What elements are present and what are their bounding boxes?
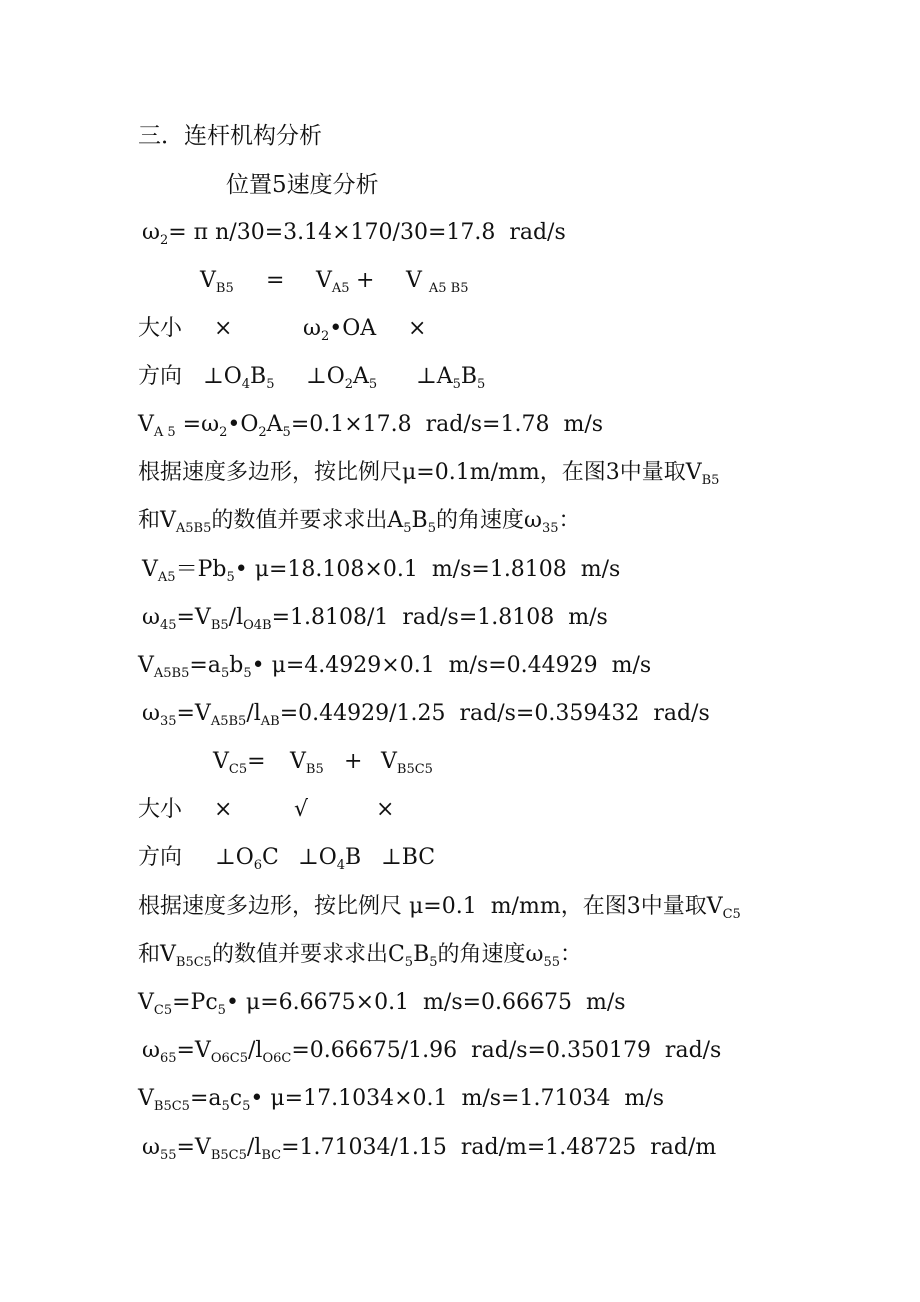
cross-mark: × — [408, 316, 427, 341]
text-run: ： — [560, 942, 583, 967]
subscript: B5 — [701, 473, 720, 488]
text-run: ω — [142, 1135, 160, 1160]
subscript: 5 — [452, 377, 461, 392]
term-vc5: $V_{C5}=$ — [213, 749, 266, 777]
text-run: • μ=4.4929×0.1 m/s=0.44929 m/s — [251, 653, 652, 678]
text-run: 和V — [138, 508, 176, 533]
paragraph-1-line-2 — [138, 506, 581, 536]
text-run: =1.8108/1 rad/s=1.8108 m/s — [271, 605, 608, 630]
subscript: 65 — [159, 1051, 177, 1066]
text-run: V — [138, 653, 154, 678]
text-run: ⊥O — [306, 364, 345, 389]
cross-mark: × — [214, 797, 233, 822]
text-run: V — [142, 557, 158, 582]
subscript: 5 — [220, 666, 230, 681]
subscript: AB — [260, 714, 280, 729]
subscript: 4 — [241, 377, 251, 392]
text-run: • μ=18.108×0.1 m/s=1.8108 m/s — [234, 557, 621, 582]
magnitude-row-1 — [0, 314, 920, 344]
term-vb5: $V_{B5}$ — [290, 749, 324, 777]
subscript: A5B5 — [153, 666, 190, 681]
text-run: =ω — [175, 412, 220, 437]
text-run: B — [460, 364, 478, 389]
text-run: =a — [189, 653, 221, 678]
text-run: =0.66675/1.96 rad/s=0.350179 rad/s — [291, 1038, 722, 1063]
text-run: ⊥BC — [381, 845, 436, 870]
magnitude-row-2 — [0, 795, 920, 825]
text-run: V — [138, 412, 154, 437]
section-title: 三．连杆机构分析 — [138, 123, 322, 149]
text-run: • μ=17.1034×0.1 m/s=1.71034 m/s — [250, 1086, 664, 1111]
subscript: 5 — [282, 425, 291, 440]
text-run: =Pc — [172, 990, 218, 1015]
text-run: ＝Pb — [175, 557, 227, 582]
subscript: 35 — [541, 521, 559, 536]
subscript: 5 — [226, 570, 235, 585]
formula-text: = π n/30=3.14×170/30=17.8 rad/s — [168, 220, 566, 245]
direction-o6c — [215, 843, 279, 873]
term-vb5: $V_{B5}$ — [200, 268, 234, 296]
subscript: B5 — [210, 618, 229, 633]
text-run: 根据速度多边形，按比例尺 μ=0.1 m/mm，在图3中量取V — [138, 894, 723, 919]
text-run: A — [353, 364, 369, 389]
text-run: ω — [142, 1038, 160, 1063]
direction-label: 方向 — [138, 364, 183, 389]
direction-o4b — [298, 843, 361, 873]
text-run: /l — [247, 1038, 263, 1063]
subscript: C5 — [153, 1003, 173, 1018]
subscript: 4 — [336, 858, 346, 873]
text-run: ⊥O — [298, 845, 337, 870]
text-run: B — [413, 942, 430, 967]
magnitude-omega2-oa: $\omega_2•OA$ — [303, 316, 377, 344]
term-va5b5: V $_{A5 B5}$ — [406, 268, 469, 296]
cross-mark: × — [214, 316, 233, 341]
text-run: =V — [176, 605, 211, 630]
subscript: 55 — [159, 1148, 177, 1163]
plus-sign: + — [344, 749, 363, 774]
text-run: B — [345, 845, 362, 870]
subscript: 55 — [543, 955, 561, 970]
plus-sign: + — [356, 268, 375, 293]
text-run: =a — [189, 1086, 222, 1111]
vector-equation-1 — [0, 266, 920, 296]
magnitude-label: 大小 — [138, 797, 183, 822]
text-run: C — [262, 845, 279, 870]
direction-row-1 — [0, 362, 920, 392]
text-run: V — [138, 990, 154, 1015]
direction-a5b5 — [416, 362, 485, 392]
text-run: ⊥O — [203, 364, 242, 389]
text-run: =0.1×17.8 rad/s=1.78 m/s — [290, 412, 604, 437]
subscript: A5 — [157, 570, 176, 585]
text-run: 的数值并要求求出C — [211, 942, 405, 967]
text-run: ⊥A — [416, 364, 453, 389]
subscript: 6 — [253, 858, 263, 873]
subscript: B5C5 — [153, 1099, 190, 1114]
subscript: 5 — [368, 377, 378, 392]
direction-row-2 — [0, 843, 920, 873]
subscript: C5 — [722, 907, 741, 922]
term-vb5c5: $V_{B5C5}$ — [381, 749, 433, 777]
subscript: B5C5 — [210, 1148, 247, 1163]
omega-symbol: ω — [142, 220, 160, 245]
text-run: •O — [227, 412, 259, 437]
calc-omega35 — [142, 699, 710, 729]
text-run: ： — [558, 508, 581, 533]
subscript: O6C5 — [210, 1051, 248, 1066]
subscript: A 5 — [153, 425, 176, 440]
subscript: 2 — [258, 425, 267, 440]
subscript: 2 — [159, 233, 169, 248]
text-run: /l — [246, 701, 261, 726]
text-run: ⊥O — [215, 845, 254, 870]
subscript: O4B — [243, 618, 272, 633]
text-run: b — [229, 653, 244, 678]
subscript: 5 — [243, 666, 252, 681]
calc-vb5c5 — [138, 1084, 664, 1114]
subsection-title: 位置5速度分析 — [226, 172, 379, 198]
text-run: V — [138, 1086, 154, 1111]
calc-va5 — [142, 555, 620, 585]
text-run: 根据速度多边形，按比例尺μ=0.1m/mm，在图3中量取V — [138, 460, 702, 485]
text-run: 和V — [138, 942, 176, 967]
text-run: =V — [176, 1038, 211, 1063]
calc-omega65 — [142, 1036, 721, 1066]
calc-va5b5 — [138, 651, 651, 681]
text-run: 的数值并要求求出A — [211, 508, 404, 533]
direction-bc — [381, 843, 435, 873]
text-run: /l — [228, 605, 244, 630]
text-run: =V — [176, 701, 211, 726]
text-run: B — [250, 364, 267, 389]
text-run: =0.44929/1.25 rad/s=0.359432 rad/s — [279, 701, 710, 726]
text-run: =1.71034/1.15 rad/m=1.48725 rad/m — [281, 1135, 717, 1160]
subscript: 5 — [429, 955, 438, 970]
direction-label: 方向 — [138, 845, 183, 870]
subscript: 5 — [242, 1099, 251, 1114]
va5-formula — [138, 410, 603, 440]
subscript: B5C5 — [175, 955, 212, 970]
magnitude-label: 大小 — [138, 316, 183, 341]
calc-omega55 — [142, 1133, 716, 1163]
subscript: 45 — [159, 618, 177, 633]
subscript: 35 — [159, 714, 177, 729]
equals-sign: = — [266, 268, 285, 293]
subscript: 5 — [403, 521, 412, 536]
subscript: 5 — [221, 1099, 230, 1114]
text-run: A — [266, 412, 283, 437]
vector-equation-2 — [0, 747, 920, 777]
term-va5: $V_{A5}$ — [316, 268, 350, 296]
text-run: B — [411, 508, 428, 533]
text-run: c — [229, 1086, 243, 1111]
subscript: 5 — [477, 377, 486, 392]
text-run: /l — [246, 1135, 262, 1160]
paragraph-2-line-1 — [138, 892, 741, 922]
subscript: 5 — [427, 521, 436, 536]
subscript: 2 — [344, 377, 354, 392]
direction-o2a5 — [306, 362, 377, 392]
subscript: 5 — [266, 377, 275, 392]
check-mark: √ — [294, 797, 309, 822]
subscript: A5B5 — [175, 521, 212, 536]
subscript: A5B5 — [210, 714, 247, 729]
subscript: 5 — [217, 1003, 226, 1018]
text-run: ω — [142, 701, 160, 726]
text-run: 的角速度ω — [437, 942, 544, 967]
paragraph-2-line-2 — [138, 940, 582, 970]
subscript: 5 — [404, 955, 414, 970]
direction-o4b5 — [203, 362, 274, 392]
calc-omega45 — [142, 603, 608, 633]
text-run: ω — [142, 605, 160, 630]
text-run: =V — [176, 1135, 211, 1160]
subscript: O6C — [262, 1051, 292, 1066]
calc-vc5 — [138, 988, 626, 1018]
cross-mark: × — [376, 797, 395, 822]
subscript: BC — [261, 1148, 282, 1163]
text-run: 的角速度ω — [436, 508, 542, 533]
omega2-formula — [142, 218, 566, 248]
text-run: • μ=6.6675×0.1 m/s=0.66675 m/s — [225, 990, 626, 1015]
subscript: 2 — [219, 425, 228, 440]
paragraph-1-line-1 — [138, 458, 719, 488]
